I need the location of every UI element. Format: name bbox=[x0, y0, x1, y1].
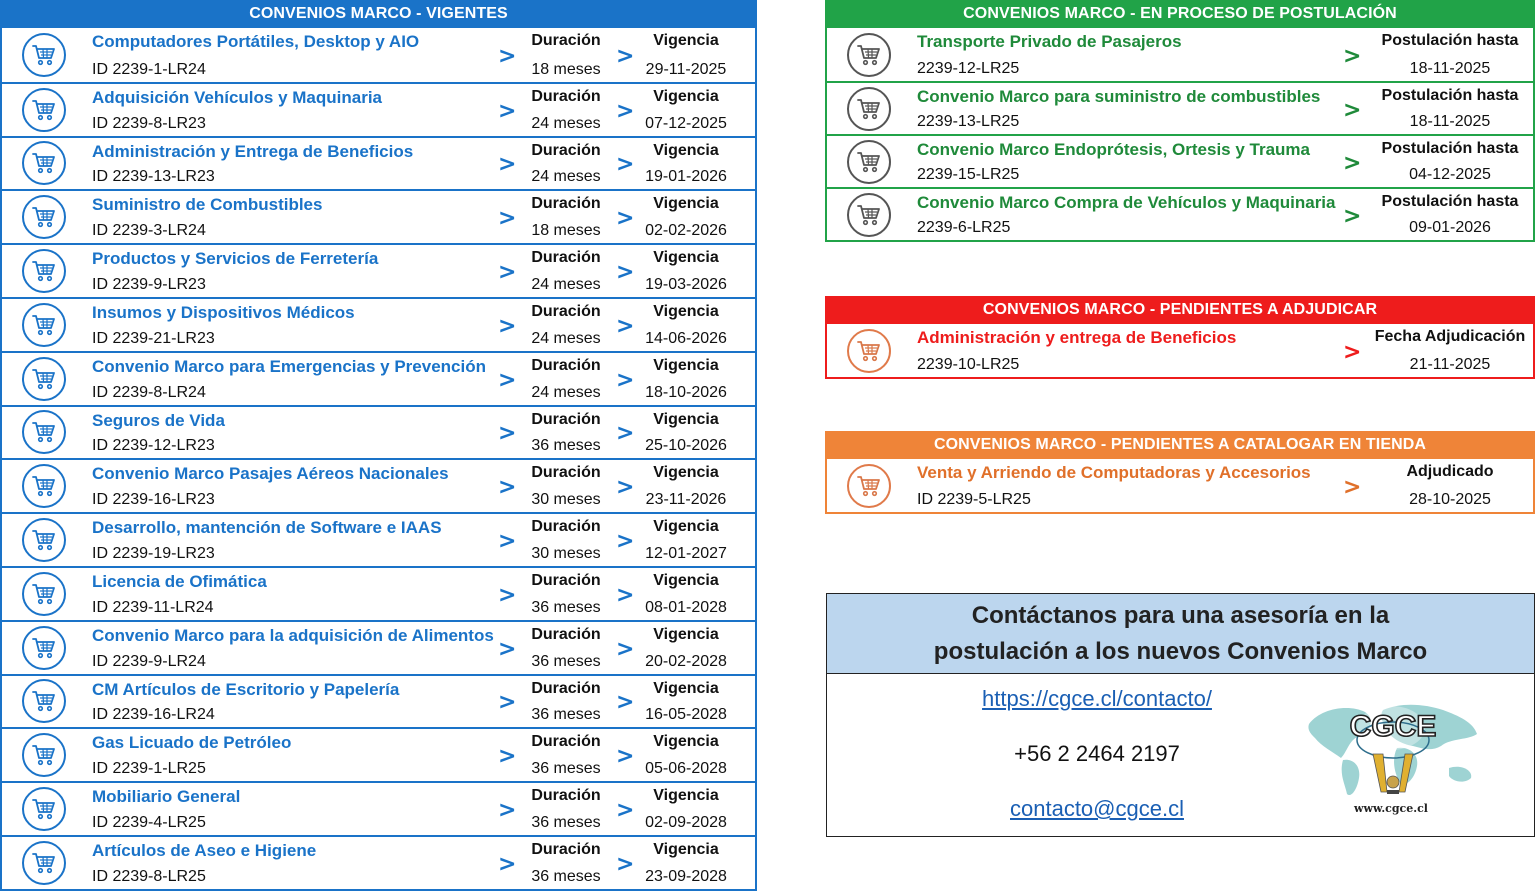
catalogar-list bbox=[825, 459, 1535, 514]
duracion-value: 36 meses bbox=[531, 813, 601, 831]
shopping-cart-icon bbox=[22, 410, 66, 454]
vigencia-label: Vigencia bbox=[653, 787, 719, 805]
chevron-right-icon: > bbox=[498, 582, 517, 608]
duracion-value: 18 meses bbox=[531, 222, 601, 240]
convenio-id: ID 2239-19-LR23 bbox=[92, 544, 215, 562]
shopping-cart-icon bbox=[22, 679, 66, 723]
duracion-value: 24 meses bbox=[531, 275, 601, 293]
shopping-cart-icon bbox=[22, 141, 66, 185]
convenio-row[interactable] bbox=[2, 243, 755, 297]
vigencia-label: Vigencia bbox=[653, 356, 719, 374]
shopping-cart-icon bbox=[22, 88, 66, 132]
chevron-right-icon: > bbox=[498, 421, 517, 447]
convenio-row[interactable] bbox=[2, 512, 755, 566]
convenio-row[interactable] bbox=[827, 187, 1533, 240]
shopping-cart-icon bbox=[22, 357, 66, 401]
duracion-value: 36 meses bbox=[531, 706, 601, 724]
convenio-title[interactable]: Productos y Servicios de Ferretería bbox=[92, 249, 379, 269]
chevron-right-icon: > bbox=[616, 744, 635, 770]
chevron-right-icon: > bbox=[498, 475, 517, 501]
panel-catalogar bbox=[825, 431, 1535, 514]
vigentes-list bbox=[0, 28, 757, 891]
convenio-id: ID 2239-16-LR24 bbox=[92, 706, 215, 724]
chevron-right-icon: > bbox=[616, 798, 635, 824]
duracion-value: 30 meses bbox=[531, 544, 601, 562]
convenio-id: ID 2239-1-LR24 bbox=[92, 60, 206, 78]
convenio-title[interactable]: Computadores Portátiles, Desktop y AIO bbox=[92, 32, 420, 51]
chevron-right-icon: > bbox=[1343, 43, 1362, 69]
cgce-logo bbox=[1301, 694, 1481, 816]
contact-email-link[interactable]: contacto@cgce.cl bbox=[1010, 796, 1184, 821]
convenio-title[interactable]: Convenio Marco para Emergencias y Prevención bbox=[92, 356, 486, 376]
shopping-cart-icon bbox=[847, 140, 891, 184]
vigencia-value: 19-03-2026 bbox=[645, 275, 727, 293]
convenio-row[interactable] bbox=[2, 82, 755, 136]
vigencia-value: 07-12-2025 bbox=[645, 114, 727, 132]
chevron-right-icon: > bbox=[498, 43, 517, 69]
shopping-cart-icon bbox=[22, 626, 66, 670]
convenio-title[interactable]: Desarrollo, mantención de Software e IAAS bbox=[92, 518, 442, 538]
date-value: 04-12-2025 bbox=[1409, 166, 1491, 183]
duracion-value: 18 meses bbox=[531, 60, 601, 78]
chevron-right-icon: > bbox=[498, 529, 517, 555]
adjudicar-list bbox=[825, 324, 1535, 379]
duracion-label: Duración bbox=[531, 787, 601, 805]
shopping-cart-icon bbox=[847, 329, 891, 373]
convenio-row[interactable] bbox=[2, 620, 755, 674]
convenio-row[interactable] bbox=[2, 136, 755, 190]
vigencia-label: Vigencia bbox=[653, 141, 719, 159]
convenio-id: 2239-13-LR25 bbox=[917, 113, 1020, 130]
convenio-title[interactable]: Administración y entrega de Beneficios bbox=[917, 328, 1237, 347]
shopping-cart-icon bbox=[22, 733, 66, 777]
shopping-cart-icon bbox=[22, 249, 66, 293]
chevron-right-icon: > bbox=[1343, 339, 1362, 365]
vigencia-label: Vigencia bbox=[653, 679, 719, 697]
vigencia-label: Vigencia bbox=[653, 410, 719, 428]
vigencia-value: 05-06-2028 bbox=[645, 760, 727, 778]
chevron-right-icon: > bbox=[498, 851, 517, 877]
chevron-right-icon: > bbox=[616, 475, 635, 501]
duracion-label: Duración bbox=[531, 249, 601, 267]
shopping-cart-icon bbox=[847, 87, 891, 131]
duracion-label: Duración bbox=[531, 679, 601, 697]
convenio-row[interactable] bbox=[827, 324, 1533, 377]
chevron-right-icon: > bbox=[616, 43, 635, 69]
vigencia-label: Vigencia bbox=[653, 518, 719, 536]
date-label: Postulación hasta bbox=[1381, 87, 1519, 104]
duracion-label: Duración bbox=[531, 302, 601, 320]
duracion-label: Duración bbox=[531, 356, 601, 374]
convenio-row[interactable] bbox=[2, 28, 755, 82]
convenio-row[interactable] bbox=[827, 134, 1533, 187]
contact-heading bbox=[827, 594, 1534, 674]
convenio-row[interactable] bbox=[827, 81, 1533, 134]
chevron-right-icon: > bbox=[498, 206, 517, 232]
duracion-label: Duración bbox=[531, 141, 601, 159]
chevron-right-icon: > bbox=[498, 260, 517, 286]
convenio-id: 2239-6-LR25 bbox=[917, 219, 1011, 236]
contact-box bbox=[826, 593, 1535, 837]
duracion-value: 24 meses bbox=[531, 114, 601, 132]
svg-text:CGCE: CGCE bbox=[1349, 710, 1437, 743]
convenio-title[interactable]: Transporte Privado de Pasajeros bbox=[917, 32, 1182, 51]
convenio-title[interactable]: Gas Licuado de Petróleo bbox=[92, 733, 292, 753]
vigencia-label: Vigencia bbox=[653, 733, 719, 751]
duracion-label: Duración bbox=[531, 195, 601, 213]
duracion-label: Duración bbox=[531, 625, 601, 643]
chevron-right-icon: > bbox=[616, 636, 635, 662]
convenio-title[interactable]: Convenio Marco para suministro de combustibles bbox=[917, 87, 1321, 106]
date-value: 21-11-2025 bbox=[1409, 356, 1491, 373]
convenio-row[interactable] bbox=[2, 297, 755, 351]
vigencia-value: 19-01-2026 bbox=[645, 168, 727, 186]
convenio-row[interactable] bbox=[827, 28, 1533, 81]
chevron-right-icon: > bbox=[1343, 203, 1362, 229]
postulacion-list bbox=[825, 28, 1535, 242]
convenio-id: ID 2239-3-LR24 bbox=[92, 222, 206, 240]
shopping-cart-icon bbox=[22, 841, 66, 885]
convenio-row[interactable] bbox=[2, 674, 755, 728]
contact-heading-line1: Contáctanos para una asesoría en la bbox=[971, 601, 1390, 629]
convenio-id: 2239-10-LR25 bbox=[917, 356, 1020, 373]
convenio-id: ID 2239-8-LR23 bbox=[92, 114, 206, 132]
vigencia-label: Vigencia bbox=[653, 302, 719, 320]
shopping-cart-icon bbox=[847, 464, 891, 508]
vigencia-label: Vigencia bbox=[653, 571, 719, 589]
convenio-id: ID 2239-21-LR23 bbox=[92, 329, 215, 347]
vigencia-value: 23-09-2028 bbox=[645, 867, 727, 885]
vigencia-label: Vigencia bbox=[653, 625, 719, 643]
convenio-id: ID 2239-9-LR23 bbox=[92, 275, 206, 293]
convenio-title[interactable]: Suministro de Combustibles bbox=[92, 195, 323, 215]
vigencia-value: 29-11-2025 bbox=[645, 60, 727, 78]
convenio-title[interactable]: Convenio Marco Pasajes Aéreos Nacionales bbox=[92, 464, 449, 484]
vigencia-label: Vigencia bbox=[653, 32, 719, 49]
convenio-id: ID 2239-16-LR23 bbox=[92, 491, 215, 509]
vigencia-value: 18-10-2026 bbox=[645, 383, 727, 401]
convenio-row[interactable] bbox=[2, 835, 755, 889]
vigencia-label: Vigencia bbox=[653, 195, 719, 213]
chevron-right-icon: > bbox=[616, 260, 635, 286]
convenio-title[interactable]: CM Artículos de Escritorio y Papelería bbox=[92, 679, 400, 699]
panel-postulacion-header: CONVENIOS MARCO - EN PROCESO DE POSTULACIÓN bbox=[825, 0, 1535, 28]
date-label: Postulación hasta bbox=[1381, 140, 1519, 157]
date-value: 28-10-2025 bbox=[1409, 491, 1491, 508]
duracion-label: Duración bbox=[531, 840, 601, 858]
contact-url-link[interactable]: https://cgce.cl/contacto/ bbox=[982, 686, 1212, 711]
duracion-value: 36 meses bbox=[531, 652, 601, 670]
logo-url-text: www.cgce.cl bbox=[1354, 802, 1428, 815]
shopping-cart-icon bbox=[22, 303, 66, 347]
chevron-right-icon: > bbox=[616, 98, 635, 124]
chevron-right-icon: > bbox=[498, 636, 517, 662]
vigencia-value: 12-01-2027 bbox=[645, 544, 727, 562]
duracion-label: Duración bbox=[531, 733, 601, 751]
convenio-id: 2239-15-LR25 bbox=[917, 166, 1020, 183]
convenio-id: ID 2239-13-LR23 bbox=[92, 168, 215, 186]
convenio-title[interactable]: Mobiliario General bbox=[92, 787, 241, 807]
convenio-id: 2239-12-LR25 bbox=[917, 60, 1020, 77]
vigencia-label: Vigencia bbox=[653, 87, 719, 105]
vigencia-value: 23-11-2026 bbox=[645, 491, 727, 509]
duracion-value: 24 meses bbox=[531, 168, 601, 186]
convenio-title[interactable]: Artículos de Aseo e Higiene bbox=[92, 840, 317, 860]
convenio-title[interactable]: Insumos y Dispositivos Médicos bbox=[92, 302, 355, 322]
chevron-right-icon: > bbox=[498, 798, 517, 824]
duracion-label: Duración bbox=[531, 518, 601, 536]
duracion-label: Duración bbox=[531, 32, 601, 49]
vigencia-value: 20-02-2028 bbox=[645, 652, 727, 670]
shopping-cart-icon bbox=[847, 193, 891, 237]
panel-postulacion bbox=[825, 0, 1535, 242]
shopping-cart-icon bbox=[22, 572, 66, 616]
convenio-row[interactable] bbox=[2, 405, 755, 459]
convenio-id: ID 2239-5-LR25 bbox=[917, 491, 1031, 508]
convenio-title[interactable]: Convenio Marco para la adquisición de Alimentos bbox=[92, 625, 494, 645]
convenio-row[interactable] bbox=[2, 351, 755, 405]
contact-heading-line2: postulación a los nuevos Convenios Marco bbox=[933, 637, 1428, 665]
chevron-right-icon: > bbox=[616, 367, 635, 393]
duracion-label: Duración bbox=[531, 87, 601, 105]
vigencia-value: 02-02-2026 bbox=[645, 222, 727, 240]
chevron-right-icon: > bbox=[616, 421, 635, 447]
world-map-logo-icon bbox=[1301, 694, 1481, 802]
panel-adjudicar-header: CONVENIOS MARCO - PENDIENTES A ADJUDICAR bbox=[825, 296, 1535, 324]
chevron-right-icon: > bbox=[616, 313, 635, 339]
shopping-cart-icon bbox=[22, 33, 66, 77]
convenio-id: ID 2239-4-LR25 bbox=[92, 813, 206, 831]
chevron-right-icon: > bbox=[498, 152, 517, 178]
vigencia-value: 25-10-2026 bbox=[645, 437, 727, 455]
vigencia-value: 16-05-2028 bbox=[645, 706, 727, 724]
convenio-title[interactable]: Adquisición Vehículos y Maquinaria bbox=[92, 87, 383, 107]
duracion-value: 24 meses bbox=[531, 383, 601, 401]
convenio-title[interactable]: Licencia de Ofimática bbox=[92, 571, 267, 591]
date-label: Postulación hasta bbox=[1381, 32, 1519, 49]
chevron-right-icon: > bbox=[616, 582, 635, 608]
vigencia-label: Vigencia bbox=[653, 249, 719, 267]
date-label: Postulación hasta bbox=[1381, 193, 1519, 210]
chevron-right-icon: > bbox=[498, 367, 517, 393]
convenio-row[interactable] bbox=[2, 781, 755, 835]
panel-vigentes-header: CONVENIOS MARCO - VIGENTES bbox=[0, 0, 757, 28]
vigencia-value: 08-01-2028 bbox=[645, 598, 727, 616]
vigencia-value: 02-09-2028 bbox=[645, 813, 727, 831]
date-label: Fecha Adjudicación bbox=[1374, 328, 1526, 345]
panel-adjudicar bbox=[825, 296, 1535, 379]
vigencia-label: Vigencia bbox=[653, 464, 719, 482]
chevron-right-icon: > bbox=[1343, 97, 1362, 123]
duracion-label: Duración bbox=[531, 571, 601, 589]
chevron-right-icon: > bbox=[616, 529, 635, 555]
convenio-id: ID 2239-8-LR25 bbox=[92, 867, 206, 885]
shopping-cart-icon bbox=[22, 518, 66, 562]
convenio-title[interactable]: Convenio Marco Compra de Vehículos y Maquinaria bbox=[917, 193, 1336, 212]
vigencia-value: 14-06-2026 bbox=[645, 329, 727, 347]
convenio-row[interactable] bbox=[2, 189, 755, 243]
shopping-cart-icon bbox=[22, 464, 66, 508]
convenio-title[interactable]: Convenio Marco Endoprótesis, Ortesis y Trauma bbox=[917, 140, 1310, 159]
convenio-id: ID 2239-12-LR23 bbox=[92, 437, 215, 455]
shopping-cart-icon bbox=[22, 195, 66, 239]
date-value: 18-11-2025 bbox=[1409, 113, 1491, 130]
convenio-title[interactable]: Seguros de Vida bbox=[92, 410, 225, 430]
contact-phone: +56 2 2464 2197 bbox=[1014, 741, 1180, 766]
convenio-title[interactable]: Venta y Arriendo de Computadoras y Accesorios bbox=[917, 463, 1311, 482]
date-label: Adjudicado bbox=[1406, 463, 1494, 480]
chevron-right-icon: > bbox=[616, 206, 635, 232]
chevron-right-icon: > bbox=[616, 851, 635, 877]
convenio-row[interactable] bbox=[2, 566, 755, 620]
panel-catalogar-header: CONVENIOS MARCO - PENDIENTES A CATALOGAR EN TIENDA bbox=[825, 431, 1535, 459]
duracion-value: 36 meses bbox=[531, 760, 601, 778]
chevron-right-icon: > bbox=[1343, 474, 1362, 500]
chevron-right-icon: > bbox=[498, 98, 517, 124]
vigencia-label: Vigencia bbox=[653, 840, 719, 858]
convenio-title[interactable]: Administración y Entrega de Beneficios bbox=[92, 141, 414, 161]
duracion-label: Duración bbox=[531, 410, 601, 428]
date-value: 09-01-2026 bbox=[1409, 219, 1491, 236]
shopping-cart-icon bbox=[22, 787, 66, 831]
convenio-id: ID 2239-9-LR24 bbox=[92, 652, 206, 670]
panel-vigentes bbox=[0, 0, 757, 892]
duracion-value: 24 meses bbox=[531, 329, 601, 347]
date-value: 18-11-2025 bbox=[1409, 60, 1491, 77]
convenio-id: ID 2239-1-LR25 bbox=[92, 760, 206, 778]
duracion-value: 36 meses bbox=[531, 867, 601, 885]
convenio-row[interactable] bbox=[827, 459, 1533, 512]
chevron-right-icon: > bbox=[498, 313, 517, 339]
convenio-id: ID 2239-8-LR24 bbox=[92, 383, 206, 401]
duracion-label: Duración bbox=[531, 464, 601, 482]
chevron-right-icon: > bbox=[498, 690, 517, 716]
convenio-row[interactable] bbox=[2, 727, 755, 781]
shopping-cart-icon bbox=[847, 33, 891, 77]
duracion-value: 36 meses bbox=[531, 598, 601, 616]
chevron-right-icon: > bbox=[498, 744, 517, 770]
chevron-right-icon: > bbox=[616, 152, 635, 178]
convenio-row[interactable] bbox=[2, 458, 755, 512]
convenio-id: ID 2239-11-LR24 bbox=[92, 598, 214, 616]
chevron-right-icon: > bbox=[616, 690, 635, 716]
chevron-right-icon: > bbox=[1343, 150, 1362, 176]
duracion-value: 36 meses bbox=[531, 437, 601, 455]
duracion-value: 30 meses bbox=[531, 491, 601, 509]
